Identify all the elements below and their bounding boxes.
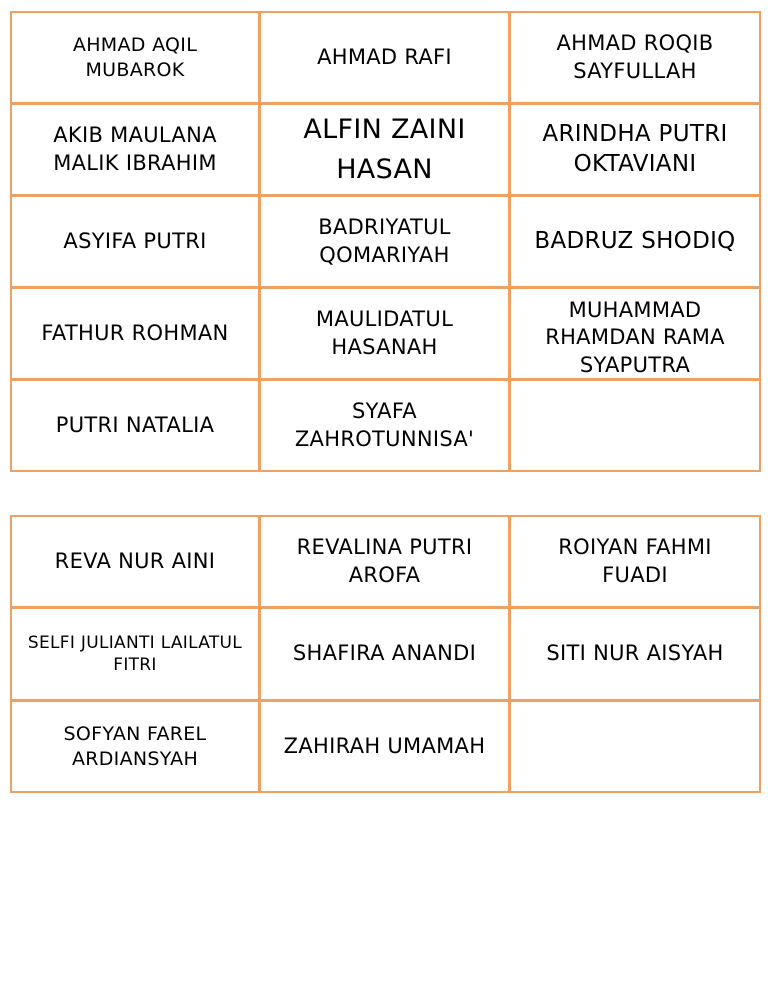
empty-cell <box>509 379 761 472</box>
name-table-1 <box>10 12 761 472</box>
name-cell: MUHAMMAD RHAMDAN RAMA SYAPUTRA <box>509 287 761 380</box>
name-cell: PUTRI NATALIA <box>10 379 260 472</box>
name-cell: ROIYAN FAHMI FUADI <box>509 515 761 608</box>
name-cell: MAULIDATUL HASANAH <box>259 287 510 380</box>
name-cell: ALFIN ZAINI HASAN <box>259 103 510 196</box>
name-cell: FATHUR ROHMAN <box>10 287 260 380</box>
name-cell: AKIB MAULANA MALIK IBRAHIM <box>10 103 260 196</box>
name-cell: ARINDHA PUTRI OKTAVIANI <box>509 103 761 196</box>
name-cell: SYAFA ZAHROTUNNISA' <box>259 379 510 472</box>
name-cell: REVALINA PUTRI AROFA <box>259 515 510 608</box>
empty-cell <box>509 700 761 793</box>
name-cell: AHMAD RAFI <box>259 11 510 104</box>
name-cell: SOFYAN FAREL ARDIANSYAH <box>10 700 260 793</box>
name-cell: SELFI JULIANTI LAILATUL FITRI <box>10 607 260 701</box>
name-table-2 <box>10 516 761 793</box>
name-cell: REVA NUR AINI <box>10 515 260 608</box>
name-cell: SHAFIRA ANANDI <box>259 607 510 701</box>
name-cell: BADRUZ SHODIQ <box>509 195 761 288</box>
name-cell: ASYIFA PUTRI <box>10 195 260 288</box>
name-cell: AHMAD ROQIB SAYFULLAH <box>509 11 761 104</box>
name-cell: BADRIYATUL QOMARIYAH <box>259 195 510 288</box>
name-cell: ZAHIRAH UMAMAH <box>259 700 510 793</box>
name-cell: SITI NUR AISYAH <box>509 607 761 701</box>
name-cell: AHMAD AQIL MUBAROK <box>10 11 260 104</box>
